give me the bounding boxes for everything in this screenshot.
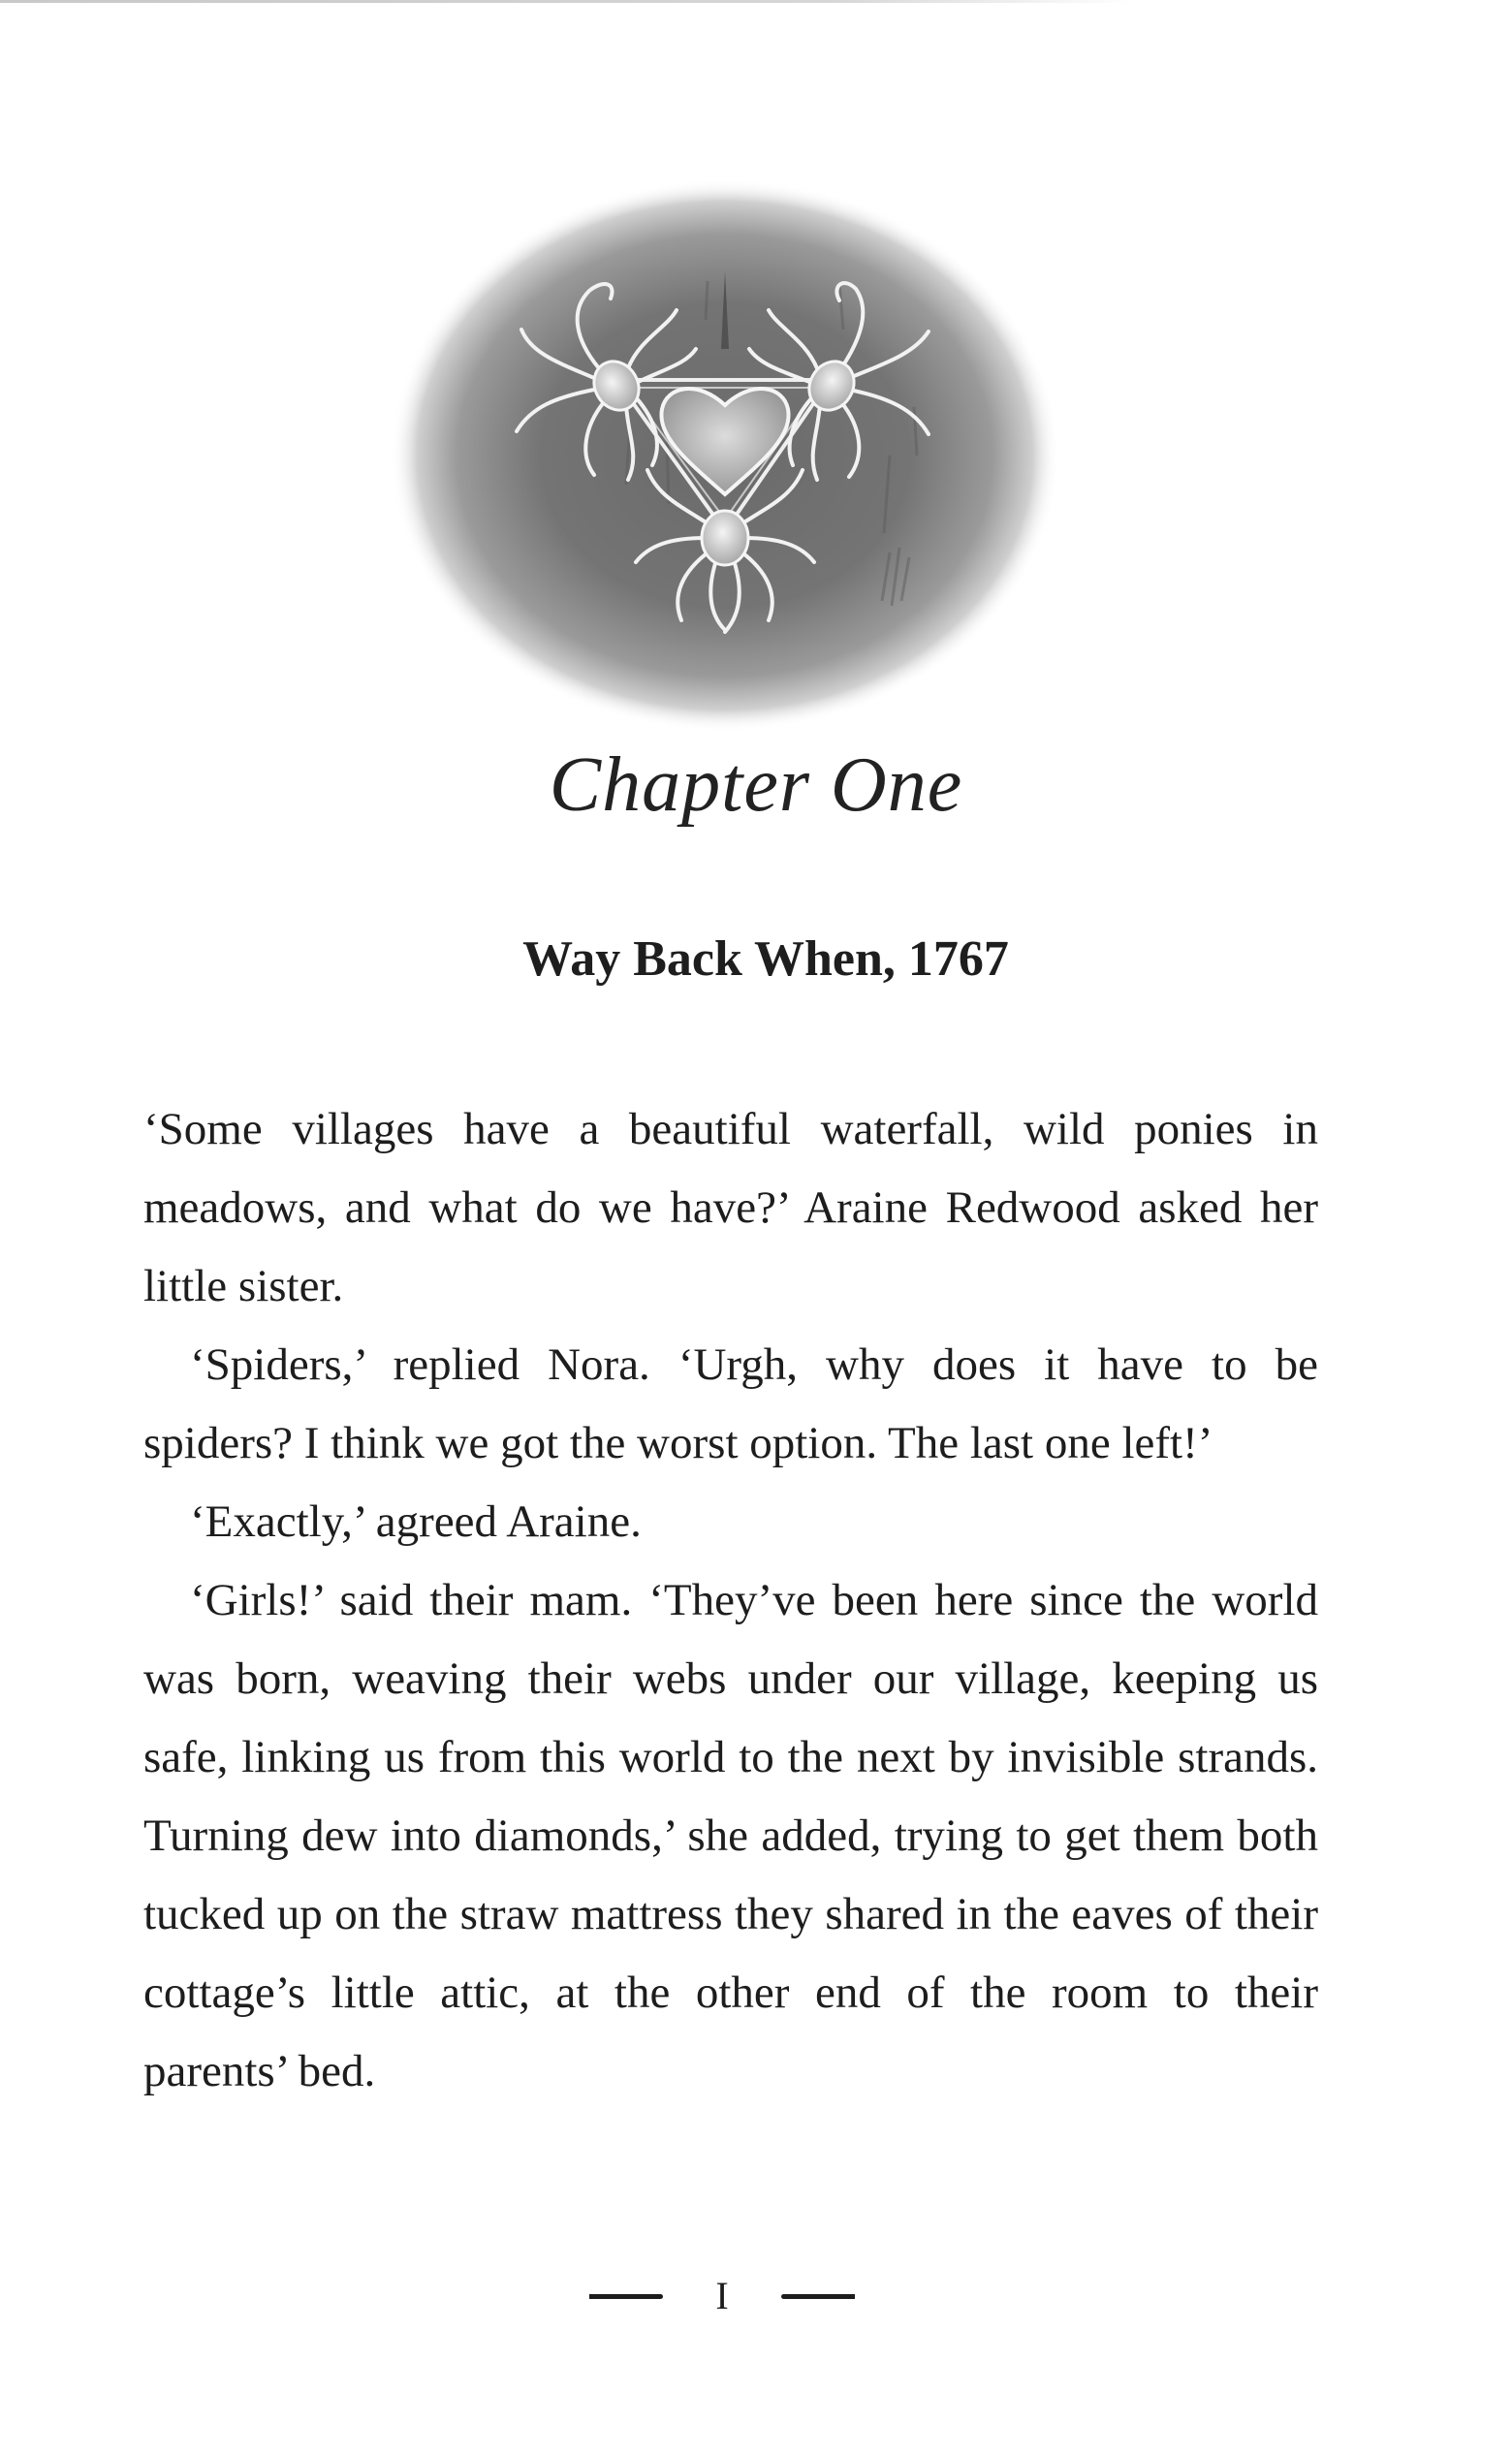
chapter-body [143, 1090, 1318, 2111]
spider-bottom-body [702, 511, 748, 565]
paragraph: ‘Girls!’ said their mam. ‘They’ve been here since the world was born, weaving their webs under our village, keeping us safe, linking us from this world to the next by invisible strands. Turning dew into diamonds,’ she added, trying to get them both tucked up on the straw mattress they shared in the eaves of their cottage’s little attic, at the other end of the room to their parents’ bed. [143, 1575, 1318, 2096]
paragraph: ‘Some villages have a beautiful waterfall, wild ponies in meadows, and what do we have?’ Araine Redwood asked her little sister. [143, 1104, 1318, 1311]
top-edge-rule [0, 0, 1512, 3]
spider-heart-emblem-icon [386, 165, 1064, 737]
footer-dash-right [781, 2294, 855, 2299]
chapter-title: Chapter One [549, 742, 963, 828]
paragraph: ‘Spiders,’ replied Nora. ‘Urgh, why does it have to be spiders? I think we got the worst option. The last one left!’ [143, 1339, 1318, 1468]
footer-dash-left [589, 2294, 663, 2299]
page-number: I [715, 2274, 729, 2317]
paragraph: ‘Exactly,’ agreed Araine. [190, 1496, 642, 1547]
page-footer [0, 2273, 1512, 2321]
chapter-subtitle: Way Back When, 1767 [522, 931, 1009, 987]
